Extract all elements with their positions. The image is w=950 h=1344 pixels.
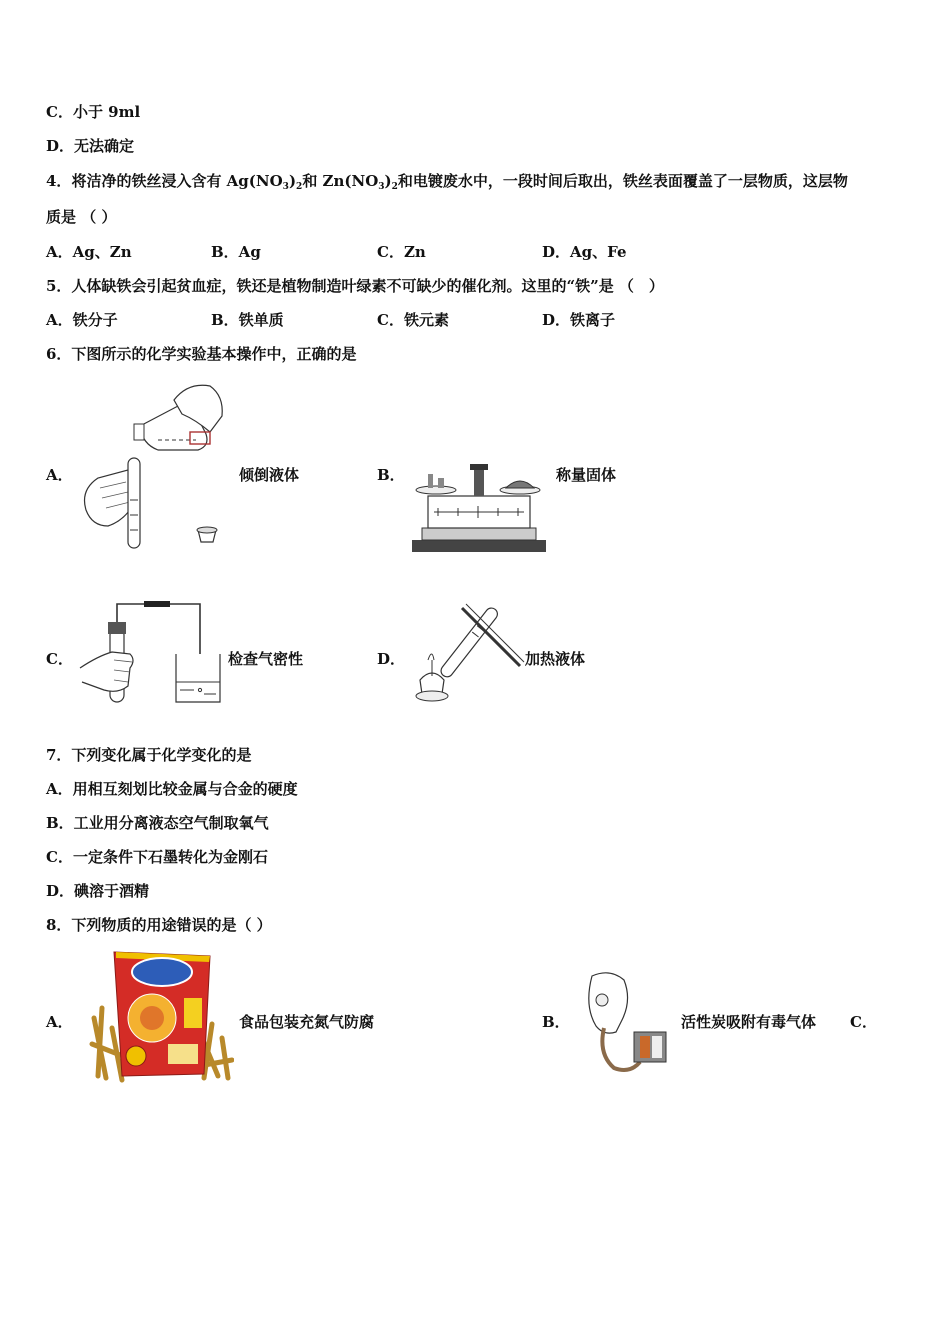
snack-bag-illustration xyxy=(88,948,234,1084)
q6-caption-a: 倾倒液体 xyxy=(239,466,300,484)
q7-stem: 7．下列变化属于化学变化的是 xyxy=(46,746,252,764)
q4-option-b[interactable]: B．Ag xyxy=(211,243,261,261)
q7-option-a[interactable]: A．用相互刻划比较金属与合金的硬度 xyxy=(46,780,298,798)
q6-option-c-label[interactable]: C． xyxy=(46,650,73,668)
q7-option-b[interactable]: B．工业用分离液态空气制取氧气 xyxy=(46,814,269,832)
balance-scale-illustration xyxy=(408,460,550,555)
q6-caption-c: 检查气密性 xyxy=(228,650,304,668)
heating-liquid-illustration xyxy=(408,594,526,709)
q5-stem: 5．人体缺铁会引起贫血症，铁还是植物制造叶绿素不可缺少的催化剂。这里的“铁”是 （ ） xyxy=(46,277,664,295)
pouring-liquid-illustration xyxy=(78,380,230,555)
q6-stem: 6．下图所示的化学实验基本操作中，正确的是 xyxy=(46,345,357,363)
q4-option-c[interactable]: C．Zn xyxy=(377,243,426,261)
q6-option-d-label[interactable]: D． xyxy=(377,650,406,668)
q5-option-d[interactable]: D．铁离子 xyxy=(542,311,616,329)
q5-option-c[interactable]: C．铁元素 xyxy=(377,311,449,329)
q5-option-b[interactable]: B．铁单质 xyxy=(211,311,284,329)
q8-option-a-label[interactable]: A． xyxy=(46,1013,73,1031)
q7-option-d[interactable]: D．碘溶于酒精 xyxy=(46,882,150,900)
q4-stem-line2: 质是 （ ） xyxy=(46,208,117,226)
airtightness-check-illustration xyxy=(78,598,228,708)
q4-option-a[interactable]: A．Ag、Zn xyxy=(46,243,132,261)
q8-caption-a: 食品包装充氮气防腐 xyxy=(239,1013,375,1031)
q8-option-b-label[interactable]: B． xyxy=(542,1013,570,1031)
q3-option-c: C．小于 9ml xyxy=(46,103,141,121)
q7-option-c[interactable]: C．一定条件下石墨转化为金刚石 xyxy=(46,848,268,866)
q4-option-d[interactable]: D．Ag、Fe xyxy=(542,243,627,261)
q6-option-a-label[interactable]: A． xyxy=(46,466,73,484)
q6-option-b-label[interactable]: B． xyxy=(377,466,405,484)
q8-stem: 8．下列物质的用途错误的是（ ） xyxy=(46,916,272,934)
q4-stem: 4．将洁净的铁丝浸入含有 $Ag(NO_3)_2$和 $Zn(NO_3)_2$和电镀废水中，一段时间后取出，铁丝表面覆盖了一层物质，这层物 xyxy=(46,172,848,192)
q3-option-d: D．无法确定 xyxy=(46,137,135,155)
q5-option-a[interactable]: A．铁分子 xyxy=(46,311,118,329)
q6-caption-d: 加热液体 xyxy=(525,650,586,668)
gas-mask-illustration xyxy=(578,970,670,1080)
q6-caption-b: 称量固体 xyxy=(556,466,617,484)
q8-option-c-label[interactable]: C． xyxy=(850,1013,877,1031)
q8-caption-b: 活性炭吸附有毒气体 xyxy=(681,1013,817,1031)
